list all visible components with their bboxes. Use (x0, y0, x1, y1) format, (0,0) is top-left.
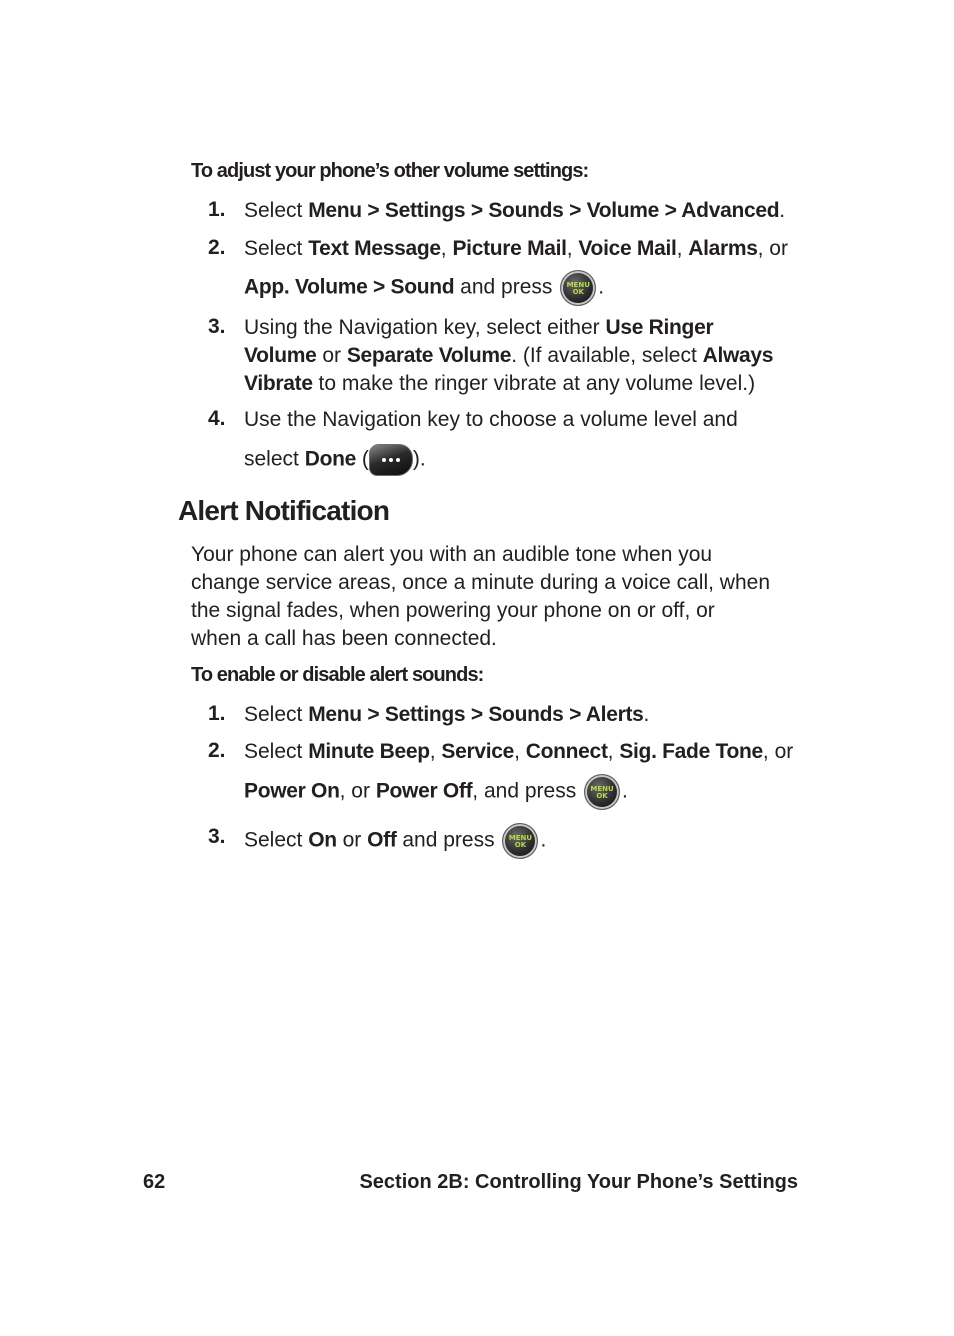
menu-ok-button-icon: MENU OK (584, 774, 620, 810)
menu-ok-button-icon: MENU OK (502, 823, 538, 859)
softkey-right-icon (369, 444, 413, 476)
step-number: 2. (208, 236, 226, 259)
paragraph-line: change service areas, once a minute during a voice call, when (191, 571, 770, 594)
step-text: Use the Navigation key to choose a volume level and (244, 408, 738, 431)
page-number: 62 (143, 1171, 166, 1193)
subheading-volume: To adjust your phone’s other volume settings: (191, 160, 589, 182)
step-text: App. Volume > Sound and press MENU OK . (244, 270, 604, 306)
step-number: 3. (208, 825, 226, 848)
section-title: Alert Notification (178, 495, 390, 526)
step-number: 3. (208, 315, 226, 338)
step-text: Select Minute Beep, Service, Connect, Sig. Fade Tone, or (244, 740, 794, 763)
step-text: Select On or Off and press MENU OK . (244, 823, 546, 859)
step-text: Select Text Message, Picture Mail, Voice Mail, Alarms, or (244, 237, 788, 260)
paragraph-line: the signal fades, when powering your phone on or off, or (191, 599, 715, 622)
alert-paragraph (191, 541, 811, 653)
step-text: Using the Navigation key, select either Use Ringer (244, 316, 714, 339)
subheading-alerts: To enable or disable alert sounds: (191, 664, 484, 686)
step-number: 2. (208, 739, 226, 762)
step-number: 1. (208, 198, 226, 221)
paragraph-line: when a call has been connected. (191, 627, 497, 650)
step-text: select Done ( ). (244, 444, 426, 476)
menu-ok-button-icon: MENU OK (560, 270, 596, 306)
step-text: Power On, or Power Off, and press MENU OK . (244, 774, 628, 810)
step-text: Vibrate to make the ringer vibrate at any volume level.) (244, 372, 756, 395)
step-text: Volume or Separate Volume. (If available, select Always (244, 344, 774, 367)
step-number: 1. (208, 702, 226, 725)
step-text: Select Menu > Settings > Sounds > Volume > Advanced. (244, 199, 786, 222)
step-number: 4. (208, 407, 226, 430)
paragraph-line: Your phone can alert you with an audible tone when you (191, 543, 713, 566)
step-text: Select Menu > Settings > Sounds > Alerts. (244, 703, 650, 726)
footer-section-title: Section 2B: Controlling Your Phone’s Settings (359, 1171, 798, 1193)
